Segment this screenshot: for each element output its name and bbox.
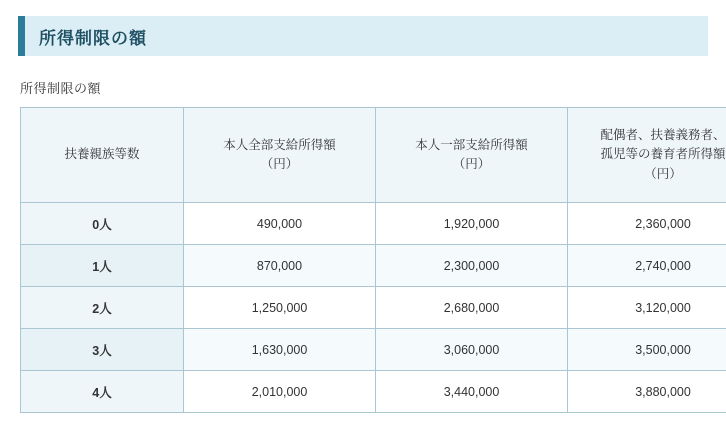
income-limit-table-wrapper bbox=[20, 107, 706, 413]
cell-other-4: 3,880,000 bbox=[568, 371, 726, 413]
cell-partial-2: 2,680,000 bbox=[376, 287, 568, 329]
cell-full-4: 2,010,000 bbox=[184, 371, 376, 413]
column-header-dependents-line1: 扶養親族等数 bbox=[27, 145, 177, 164]
income-limit-table bbox=[20, 107, 726, 413]
column-header-partial-payment bbox=[376, 108, 568, 203]
column-header-spouse-guardian-line2: 孤児等の養育者所得額 bbox=[574, 145, 726, 164]
column-header-spouse-guardian-line3: （円） bbox=[574, 165, 726, 184]
section-heading: 所得制限の額 bbox=[20, 78, 726, 97]
column-header-full-payment-line2: （円） bbox=[190, 155, 369, 174]
column-header-partial-payment-line2: （円） bbox=[382, 155, 561, 174]
cell-full-0: 490,000 bbox=[184, 203, 376, 245]
cell-partial-1: 2,300,000 bbox=[376, 245, 568, 287]
cell-other-0: 2,360,000 bbox=[568, 203, 726, 245]
cell-partial-3: 3,060,000 bbox=[376, 329, 568, 371]
table-row bbox=[21, 329, 726, 371]
table-header bbox=[21, 108, 726, 203]
cell-other-2: 3,120,000 bbox=[568, 287, 726, 329]
column-header-full-payment-line1: 本人全部支給所得額 bbox=[190, 136, 369, 155]
cell-partial-4: 3,440,000 bbox=[376, 371, 568, 413]
row-label-0: 0人 bbox=[21, 203, 184, 245]
page-root bbox=[0, 16, 726, 429]
table-row bbox=[21, 287, 726, 329]
table-row bbox=[21, 203, 726, 245]
cell-full-2: 1,250,000 bbox=[184, 287, 376, 329]
column-header-spouse-guardian-line1: 配偶者、扶養義務者、 bbox=[574, 126, 726, 145]
column-header-partial-payment-line1: 本人一部支給所得額 bbox=[382, 136, 561, 155]
column-header-dependents bbox=[21, 108, 184, 203]
table-row bbox=[21, 371, 726, 413]
row-label-2: 2人 bbox=[21, 287, 184, 329]
column-header-full-payment bbox=[184, 108, 376, 203]
cell-other-1: 2,740,000 bbox=[568, 245, 726, 287]
cell-other-3: 3,500,000 bbox=[568, 329, 726, 371]
table-body bbox=[21, 203, 726, 413]
cell-partial-0: 1,920,000 bbox=[376, 203, 568, 245]
row-label-1: 1人 bbox=[21, 245, 184, 287]
table-header-row bbox=[21, 108, 726, 203]
column-header-spouse-guardian bbox=[568, 108, 726, 203]
page-header-banner bbox=[18, 16, 708, 56]
page-title: 所得制限の額 bbox=[25, 24, 147, 49]
row-label-3: 3人 bbox=[21, 329, 184, 371]
row-label-4: 4人 bbox=[21, 371, 184, 413]
table-row bbox=[21, 245, 726, 287]
cell-full-3: 1,630,000 bbox=[184, 329, 376, 371]
cell-full-1: 870,000 bbox=[184, 245, 376, 287]
